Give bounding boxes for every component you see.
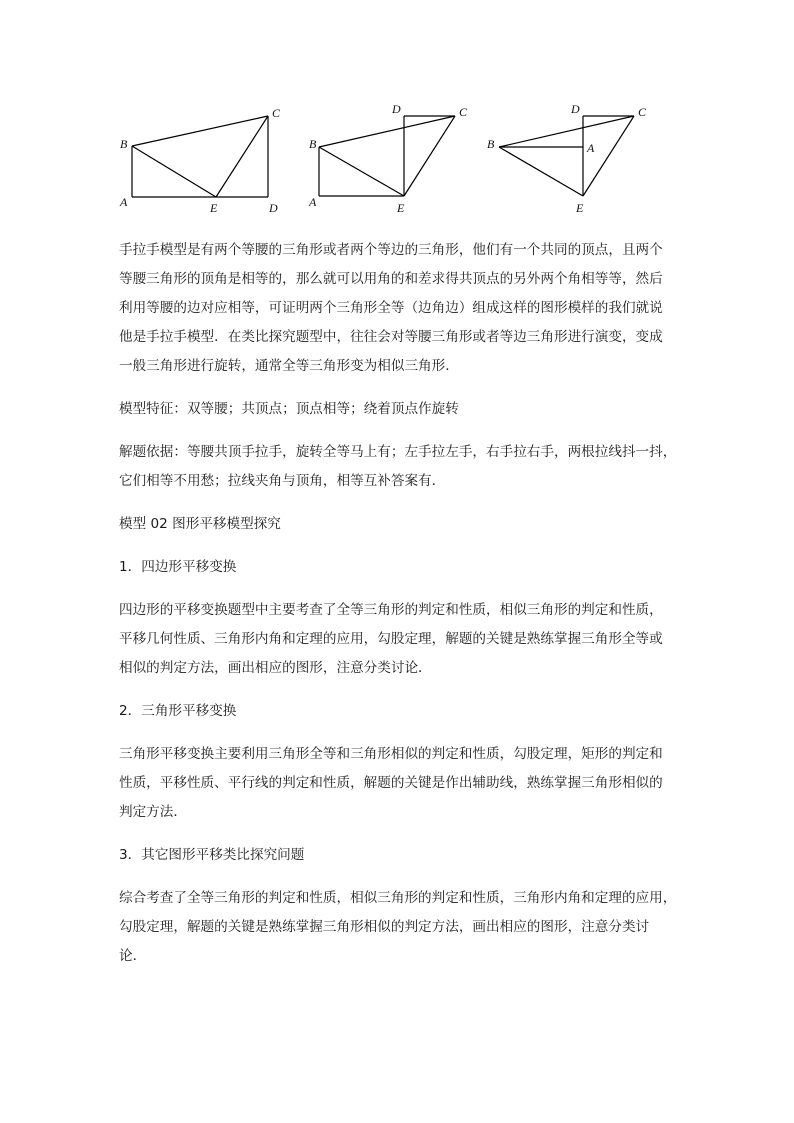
text-line: 等腰三角形的顶角是相等的，那么就可以用角的和差求得共顶点的另外两个角相等等，然后 [119,271,663,287]
fig3-label-B: B [487,137,495,151]
text-line: 2．三角形平移变换 [119,703,237,719]
segment-BC [319,116,455,147]
fig3-label-E: E [576,201,584,215]
text-line: 平移几何性质、三角形内角和定理的应用，勾股定理，解题的关键是熟练掌握三角形全等或 [119,631,663,647]
segment-BE [132,146,216,197]
fig2-label-E: E [397,201,405,215]
text-line: 一般三角形进行旋转，通常全等三角形变为相似三角形． [119,358,459,374]
text-line: 相似的判定方法，画出相应的图形，注意分类讨论． [119,660,432,676]
text-line: 利用等腰的边对应相等，可证明两个三角形全等（边角边）组成这样的图形模样的我们就说 [119,300,663,316]
text-line: 他是手拉手模型．在类比探究题型中，往往会对等腰三角形或者等边三角形进行演变，变成 [119,329,663,345]
text-line: 综合考查了全等三角形的判定和性质，相似三角形的判定和性质，三角形内角和定理的应用， [119,890,677,906]
segment-CE [404,116,455,196]
segment-BE [499,147,583,196]
fig2-label-B: B [309,137,317,151]
paragraph-other-translation [119,884,685,971]
text-line: 解题依据：等腰共顶手拉手，旋转全等马上有；左手拉左手，右手拉右手，两根拉线抖一抖， [119,444,677,460]
text-line: 模型 02 图形平移模型探究 [119,516,281,532]
section-heading-model-02 [119,510,685,539]
subheading-triangle-translation [119,697,685,726]
text-line: 1．四边形平移变换 [119,559,237,575]
fig2-label-D: D [392,102,401,116]
fig3-label-A: A [587,141,595,155]
text-line: 论． [119,948,147,964]
fig1-label-B: B [120,137,128,151]
subheading-quadrilateral-translation [119,553,685,582]
segment-BC [499,116,634,147]
geometry-figures [0,0,794,230]
fig2-label-A: A [309,195,317,209]
paragraph-hand-in-hand-model [119,236,685,381]
fig2-label-C: C [459,105,468,119]
paragraph-solving-basis [119,438,685,496]
fig1-label-C: C [272,106,281,120]
text-line: 判定方法． [119,804,187,820]
text-line: 性质，平移性质、平行线的判定和性质，解题的关键是作出辅助线，熟练掌握三角形相似的 [119,775,663,791]
fig1-label-A: A [120,195,128,209]
paragraph-triangle-translation [119,740,685,827]
paragraph-model-features [119,395,685,424]
segment-BC [132,116,268,146]
segment-CE [216,116,268,197]
text-line: 模型特征：双等腰；共顶点；顶点相等；绕着顶点作旋转 [119,401,459,417]
text-line: 3．其它图形平移类比探究问题 [119,847,305,863]
text-line: 它们相等不用愁；拉线夹角与顶角，相等互补答案有． [119,473,446,489]
segment-BE [319,147,404,196]
figure-2 [319,116,455,196]
text-line: 勾股定理，解题的关键是熟练掌握三角形相似的判定方法，画出相应的图形，注意分类讨 [119,919,650,935]
document-body [119,236,685,971]
figure-3 [499,116,634,196]
figures-svg [0,0,794,230]
text-line: 三角形平移变换主要利用三角形全等和三角形相似的判定和性质，勾股定理，矩形的判定和 [119,746,663,762]
figure-1 [132,116,268,197]
subheading-other-translation [119,841,685,870]
segment-CE [583,116,634,196]
fig1-label-E: E [210,201,218,215]
paragraph-quadrilateral-translation [119,596,685,683]
fig3-label-C: C [638,105,647,119]
text-line: 四边形的平移变换题型中主要考查了全等三角形的判定和性质，相似三角形的判定和性质， [119,602,663,618]
text-line: 手拉手模型是有两个等腰的三角形或者两个等边的三角形，他们有一个共同的顶点，且两个 [119,242,663,258]
fig1-label-D: D [269,201,278,215]
fig3-label-D: D [571,102,580,116]
